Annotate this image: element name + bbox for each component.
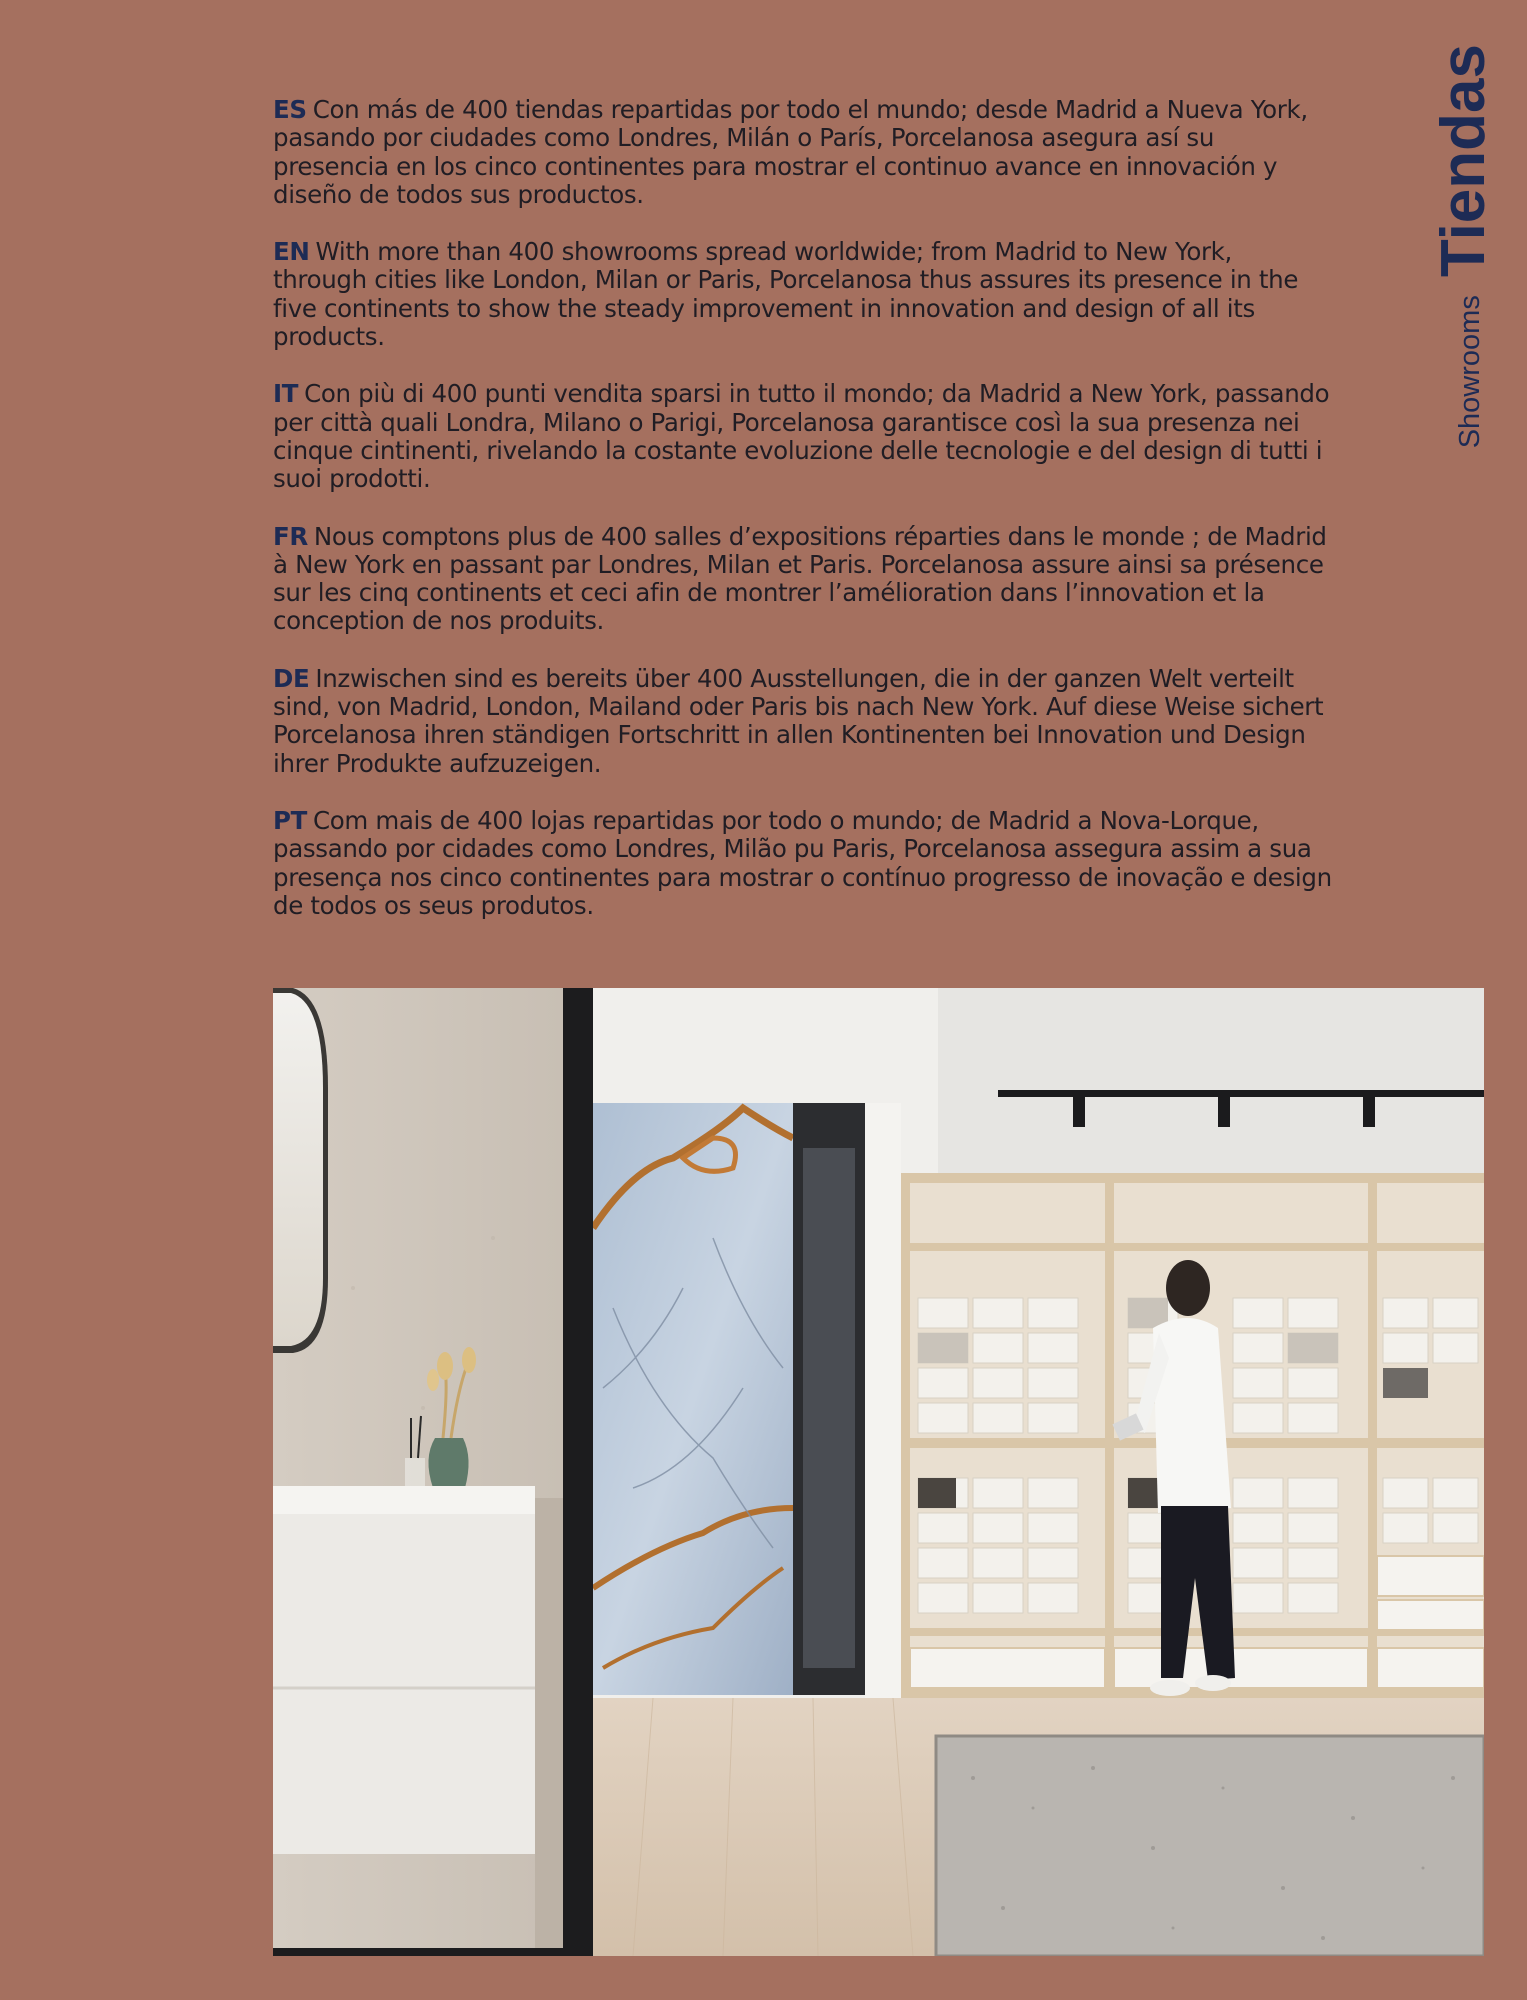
paragraph-it <box>273 380 1333 493</box>
lang-code-fr: FR <box>273 521 308 551</box>
glass-partition-frame <box>563 988 593 1956</box>
lang-code-de: DE <box>273 663 310 693</box>
spotlight <box>1073 1097 1085 1127</box>
paragraph-pt <box>273 807 1333 920</box>
vanity-top <box>273 1486 535 1514</box>
paragraph-en <box>273 238 1333 351</box>
paragraph-text-fr: Nous comptons plus de 400 salles d’expositions réparties dans le monde ; de Madrid à New York en passant par Londres, Milan et Paris. Porcelanosa assure ainsi sa présence sur les cinq continents et ceci afin de montrer l’amélioration dans l’innovation et la conception de nos produits. <box>273 521 1327 636</box>
lang-code-pt: PT <box>273 805 307 835</box>
showroom-photo <box>273 988 1484 1956</box>
paragraph-de <box>273 665 1333 778</box>
title-main: Tiendas <box>1429 44 1498 278</box>
paragraph-text-es: Con más de 400 tiendas repartidas por todo el mundo; desde Madrid a Nueva York, pasando por ciudades como Londres, Milán o París, Porcelanosa asegura así su presencia en los cinco continentes para mostrar el continuo avance en innovación y diseño de todos sus productos. <box>273 95 1308 209</box>
lang-code-en: EN <box>273 237 310 267</box>
lang-code-it: IT <box>273 379 299 409</box>
terrazzo-rug <box>936 1736 1484 1956</box>
paragraph-fr <box>273 523 1333 636</box>
spotlight <box>1218 1097 1230 1127</box>
text-block <box>273 96 1333 949</box>
ceiling-right <box>938 988 1484 1178</box>
paragraph-text-pt: Com mais de 400 lojas repartidas por todo o mundo; de Madrid a Nova-Lorque, passando por cidades como Londres, Milão pu Paris, Porcelanosa assegura assim a sua presença nos cinco continentes para mostrar o contínuo progresso de inovação e design de todos os seus produtos. <box>273 805 1332 920</box>
paragraph-text-en: With more than 400 showrooms spread worldwide; from Madrid to New York, through cities like London, Milan or Paris, Porcelanosa thus assures its presence in the five continents to show the steady improvement in innovation and design of all its products. <box>273 237 1299 352</box>
vanity-cabinet <box>273 1514 535 1854</box>
spotlight <box>1363 1097 1375 1127</box>
paragraph-text-it: Con più di 400 punti vendita sparsi in tutto il mondo; da Madrid a New York, passando per città quali Londra, Milano o Parigi, Porcelanosa garantisce così la sua presenza nei cinque cintinenti, rivelando la costante evoluzione delle tecnologie e del design di tutti i suoi prodotti. <box>273 379 1330 494</box>
paragraph-es <box>273 96 1333 209</box>
showroom-illustration <box>273 988 1484 1956</box>
mirror <box>273 993 323 1346</box>
vertical-title <box>1405 44 1505 464</box>
track-light <box>998 1090 1484 1097</box>
paragraph-text-de: Inzwischen sind es bereits über 400 Ausstellungen, die in der ganzen Welt verteilt sind, von Madrid, London, Mailand oder Paris bis nach New York. Auf diese Weise sichert Porcelanosa ihren ständigen Fortschritt in allen Kontinenten bei Innovation und Design ihrer Produkte aufzuzeigen. <box>273 663 1324 778</box>
lang-code-es: ES <box>273 95 307 124</box>
title-sub: Showrooms <box>1454 295 1486 449</box>
